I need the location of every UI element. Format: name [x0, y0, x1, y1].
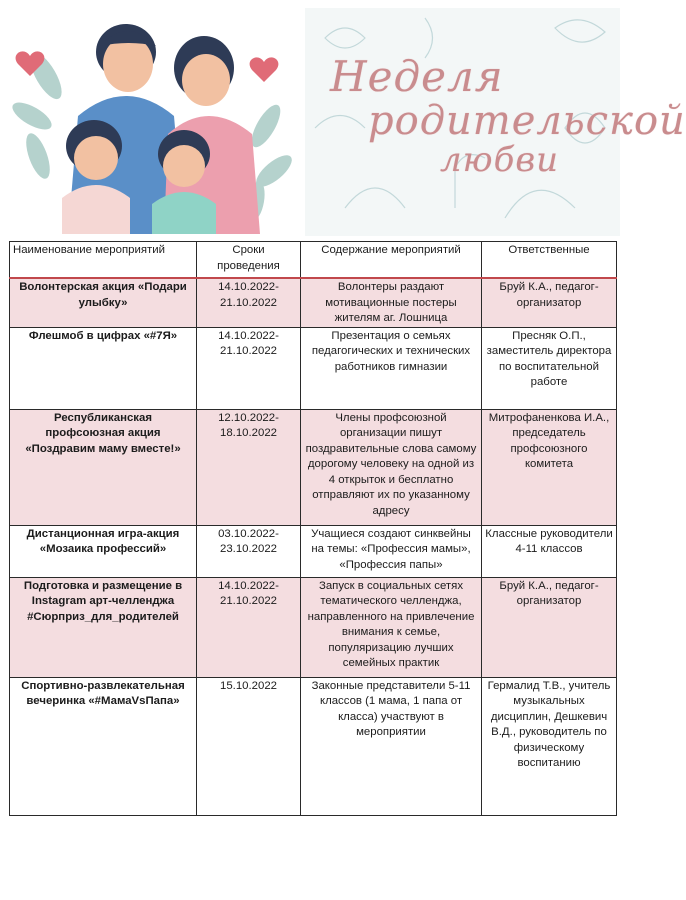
event-dates: 14.10.2022-21.10.2022 — [197, 278, 301, 327]
event-dates: 15.10.2022 — [197, 677, 301, 815]
event-name: Подготовка и размещение в Instagram арт-челленджа #Сюрприз_для_родителей — [10, 577, 197, 677]
event-name: Дистанционная игра-акция «Мозаика профессий» — [10, 525, 197, 577]
event-dates: 14.10.2022-21.10.2022 — [197, 577, 301, 677]
header-content: Содержание мероприятий — [301, 242, 482, 279]
event-responsible: Классные руководители 4-11 классов — [482, 525, 617, 577]
title-line-2: родительской — [368, 98, 686, 144]
table-row — [10, 278, 617, 327]
header-responsible: Ответственные — [482, 242, 617, 279]
event-dates: 14.10.2022-21.10.2022 — [197, 327, 301, 409]
event-responsible: Пресняк О.П., заместитель директора по воспитательной работе — [482, 327, 617, 409]
event-responsible: Митрофаненкова И.А., председатель профсоюзного комитета — [482, 409, 617, 525]
event-content: Запуск в социальных сетях тематического челленджа, направленного на привлечение внимания к семье, популяризацию лучших семейных практик — [301, 577, 482, 677]
title-line-3: любви — [440, 140, 560, 180]
event-responsible: Бруй К.А., педагог-организатор — [482, 278, 617, 327]
event-content: Презентация о семьях педагогических и технических работников гимназии — [301, 327, 482, 409]
event-responsible: Бруй К.А., педагог-организатор — [482, 577, 617, 677]
header — [0, 0, 686, 238]
family-illustration — [8, 6, 298, 234]
event-content: Учащиеся создают синквейны на темы: «Профессия мамы», «Профессия папы» — [301, 525, 482, 577]
event-dates: 03.10.2022-23.10.2022 — [197, 525, 301, 577]
header-name: Наименование мероприятий — [10, 242, 197, 279]
table-row — [10, 525, 617, 577]
event-responsible: Гермалид Т.В., учитель музыкальных дисциплин, Дешкевич В.Д., руководитель по физическому воспитанию — [482, 677, 617, 815]
table-row — [10, 577, 617, 677]
event-dates: 12.10.2022-18.10.2022 — [197, 409, 301, 525]
event-content: Члены профсоюзной организации пишут поздравительные слова самому дорогому человеку на одной из 4 открыток и бесплатно отправляют их по указанному адресу — [301, 409, 482, 525]
event-name: Спортивно-развлекательная вечеринка «#МамаVsПапа» — [10, 677, 197, 815]
title-line-1: Неделя — [330, 52, 504, 101]
table-row — [10, 409, 617, 525]
table-row — [10, 327, 617, 409]
header-dates: Сроки проведения — [197, 242, 301, 279]
table-row — [10, 677, 617, 815]
event-name: Республиканская профсоюзная акция «Поздравим маму вместе!» — [10, 409, 197, 525]
event-name: Флешмоб в цифрах «#7Я» — [10, 327, 197, 409]
events-table — [9, 241, 617, 816]
event-content: Волонтеры раздают мотивационные постеры жителям аг. Лошница — [301, 278, 482, 327]
event-content: Законные представители 5-11 классов (1 мама, 1 папа от класса) участвуют в мероприятии — [301, 677, 482, 815]
event-name: Волонтерская акция «Подари улыбку» — [10, 278, 197, 327]
table-header-row — [10, 242, 617, 279]
